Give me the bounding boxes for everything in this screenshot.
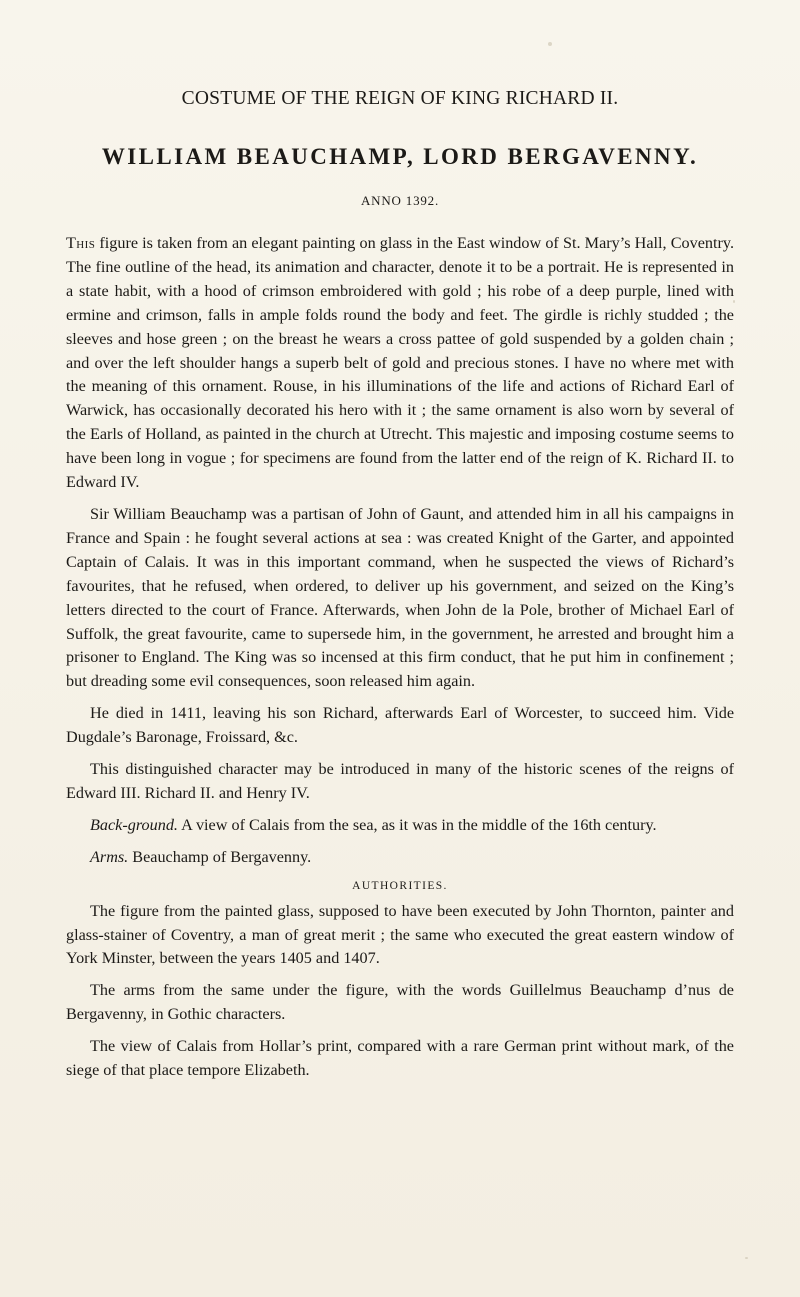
- background-label: Back-ground.: [90, 815, 178, 834]
- paragraph-usage: This distinguished character may be introduced in many of the historic scenes of the reigns of Edward III. Richard II. and Henry IV.: [66, 760, 734, 802]
- paper-fleck: [548, 42, 552, 46]
- document-content: [66, 86, 734, 1091]
- paragraph-death: He died in 1411, leaving his son Richard, afterwards Earl of Worcester, to succeed him. Vide Dugdale’s Baronage, Froissard, &c.: [66, 704, 734, 747]
- lead-word: This: [66, 234, 96, 252]
- date-line: ANNO 1392.: [360, 193, 440, 208]
- arms-text: Beauchamp of Bergavenny.: [128, 847, 312, 866]
- paragraph-text: figure is taken from an elegant painting on glass in the East window of St. Mary’s Hall, Coventry. The fine outline of the head, its animation and character, denote it to be a portrait. He is represented in a state habit, with a hood of crimson embroidered with gold ; his robe of a deep purple, lined with ermine and crimson, falls in ample folds round the body and feet. The girdle is richly studded ; the sleeves and hose green ; on the breast he wears a cross pattee of gold suspended by a golden chain ; and over the left shoulder hangs a superb belt of gold and precious stones. I have no where met with the meaning of this ornament. Rouse, in his illuminations of the life and actions of Richard Earl of Warwick, has occasionally decorated his hero with it ; the same ornament is also worn by several of the Earls of Holland, as painted in the church at Utrecht. This majestic and imposing costume seems to have been long in vogue ; for specimens are found from the latter end of the reign of K. Richard II. to Edward IV.: [66, 234, 734, 492]
- body-text: [66, 232, 734, 1083]
- paragraph-background: [66, 814, 734, 838]
- series-title: COSTUME OF THE REIGN OF KING RICHARD II.: [181, 88, 619, 109]
- paragraph-arms: [66, 846, 734, 870]
- paragraph-biography: Sir William Beauchamp was a partisan of John of Gaunt, and attended him in all his campaigns in France and Spain : he fought several actions at sea : was created Knight of the Garter, and appointed Captain of Calais. It was in this important command, when he suspected the views of Richard’s favourites, that he refused, when ordered, to deliver up his government, and seized on the King’s letters directed to the court of France. Afterwards, when John de la Pole, brother of Michael Earl of Suffolk, the great favourite, came to supersede him, in the government, he arrested and brought him a prisoner to England. The King was so incensed at this firm conduct, that he put him in confinement ; but dreading some evil consequences, soon released him again.: [66, 504, 734, 691]
- arms-label: Arms.: [90, 847, 129, 866]
- authorities-heading: AUTHORITIES.: [352, 879, 448, 892]
- authority-view: The view of Calais from Hollar’s print, compared with a rare German print without mark, of the siege of that place tempore Elizabeth.: [66, 1037, 734, 1080]
- background-text: A view of Calais from the sea, as it was in the middle of the 16th century.: [177, 815, 657, 834]
- authority-arms: The arms from the same under the figure, with the words Guillelmus Beauchamp d’nus de Bergavenny, in Gothic characters.: [66, 981, 734, 1024]
- page-title: WILLIAM BEAUCHAMP, LORD BERGAVENNY.: [101, 144, 699, 169]
- paper-fleck: [745, 1257, 748, 1259]
- paragraph-description: [66, 232, 734, 495]
- authority-figure: The figure from the painted glass, supposed to have been executed by John Thornton, painter and glass-stainer of Coventry, a man of great merit ; the same who executed the great eastern window of York Minster, between the years 1405 and 1407.: [66, 901, 734, 968]
